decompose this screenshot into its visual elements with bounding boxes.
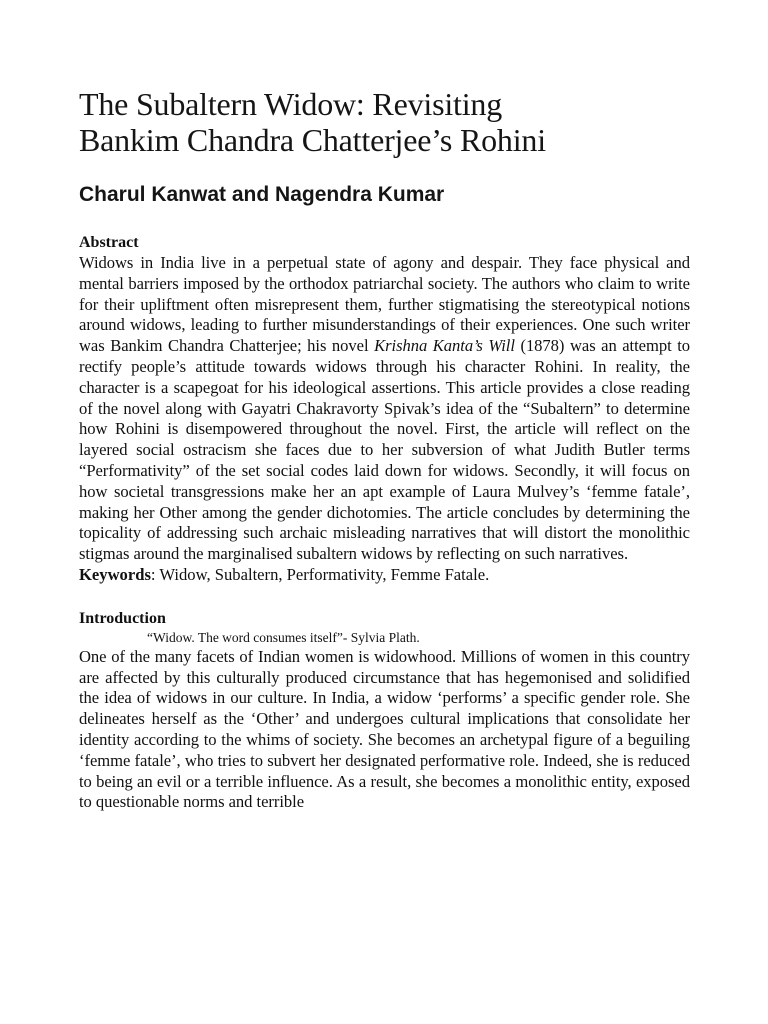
abstract-text-part-2: (1878) was an attempt to rectify people’s attitude towards widows through his character Rohini. In reality, the character is a scapegoat for his ideological assertions. This article provides a close reading of the novel along with Gayatri Chakravorty Spivak’s idea of the “Subaltern” to determine how Rohini is disempowered throughout the novel. First, the article will reflect on the layered social ostracism she faces due to her subversion of what Judith Butler terms “Performativity” of the set social codes laid down for widows. Secondly, it will focus on how societal transgressions make her an apt example of Laura Mulvey’s ‘femme fatale’, making her Other among the gender dichotomies. The article concludes by determining the topicality of addressing such archaic misleading narratives that will distort the monolithic stigmas around the marginalised subaltern widows by reflecting on such narratives.: [79, 336, 691, 564]
article-title-line-1: The Subaltern Widow: Revisiting: [79, 86, 502, 122]
keywords-line: [79, 565, 690, 586]
introduction-paragraph: One of the many facets of Indian women is widowhood. Millions of women in this country are affected by this culturally produced circumstance that has hegemonised and solidified the idea of widows in our culture. In India, a widow ‘performs’ a specific gender role. She delineates herself as the ‘Other’ and undergoes cultural implications that consolidate her identity according to the whims of society. She becomes an archetypal figure of a beguiling ‘femme fatale’, who tries to subvert her designated performative role. Indeed, she is reduced to being an evil or a terrible influence. As a result, she becomes a monolithic entity, exposed to questionable norms and terrible: [79, 646, 690, 812]
abstract-heading: Abstract: [79, 234, 139, 251]
keywords-values: : Widow, Subaltern, Performativity, Femme Fatale.: [150, 564, 490, 584]
article-title: [79, 86, 690, 158]
keywords-label: Keywords: [79, 564, 151, 584]
abstract-text: [79, 253, 690, 565]
abstract-text-part-1: Widows in India live in a perpetual state of agony and despair. They face physical and mental barriers imposed by the orthodox patriarchal society. The authors who claim to write for their upliftment often misrepresent them, further stigmatising the stereotypical notions around widows, leading to further misunderstandings of their experiences. One such writer was Bankim Chandra Chatterjee; his novel: [79, 253, 690, 356]
epigraph-quote: “Widow. The word consumes itself”- Sylvia Plath.: [147, 629, 420, 645]
article-authors: Charul Kanwat and Nagendra Kumar: [79, 183, 445, 206]
article-page: [79, 86, 690, 813]
article-title-line-2: Bankim Chandra Chatterjee’s Rohini: [79, 122, 546, 158]
novel-title: Krishna Kanta’s Will: [374, 336, 515, 356]
introduction-heading: Introduction: [79, 609, 166, 627]
